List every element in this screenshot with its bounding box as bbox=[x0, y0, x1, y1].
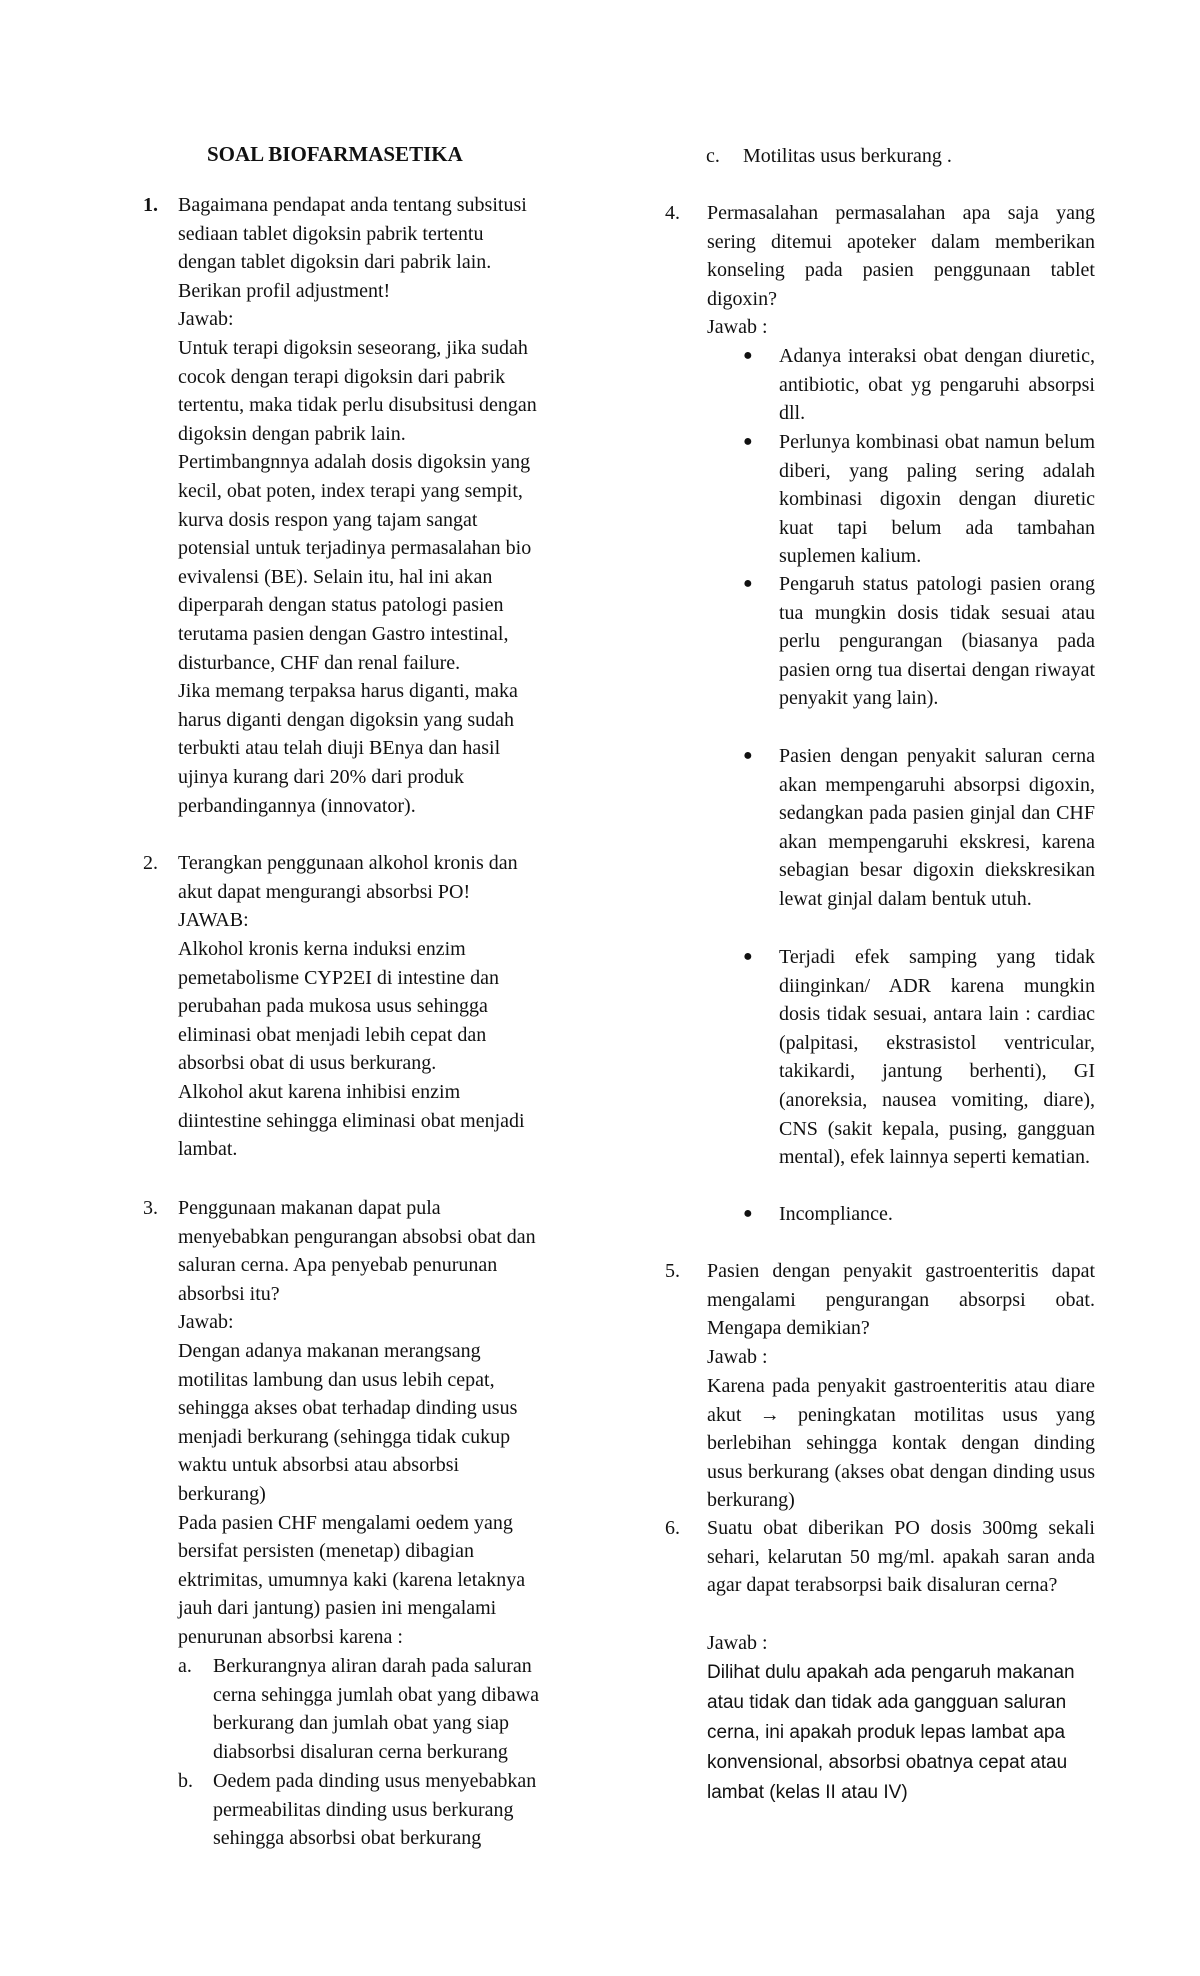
question-6-answer-label: Jawab : bbox=[707, 1632, 768, 1654]
bullet-1-dot: ● bbox=[743, 347, 753, 364]
question-3-item-c-marker: c. bbox=[706, 145, 720, 167]
question-2-answer-label: JAWAB: bbox=[178, 909, 249, 931]
question-2-number: 2. bbox=[143, 852, 158, 874]
question-2-answer: Alkohol kronis kerna induksi enzim pemetabolisme CYP2EI di intestine dan perubahan pada mukosa usus sehingga eliminasi obat menjadi lebih cepat dan absorbsi obat di usus berkurang. Alkohol akut karena inhibisi enzim diintestine sehingga eliminasi obat menjadi lambat. bbox=[178, 938, 525, 1161]
bullet-3-dot: ● bbox=[743, 575, 753, 592]
bullet-5-dot: ● bbox=[743, 948, 753, 965]
question-1-answer: Untuk terapi digoksin seseorang, jika sudah cocok dengan terapi digoksin dari pabrik tertentu, maka tidak perlu disubsitusi dengan digoksin dengan pabrik lain. Pertimbangnnya adalah dosis digoksin yang kecil, obat poten, index terapi yang sempit, kurva dosis respon yang tajam sangat potensial untuk terjadinya permasalahan bio evivalensi (BE). Selain itu, hal ini akan diperparah dengan status patologi pasien terutama pasien dengan Gastro intestinal, disturbance, CHF dan renal failure. Jika memang terpaksa harus diganti, maka harus diganti dengan digoksin yang sudah terbukti atau telah diuji BEnya dan hasil ujinya kurang dari 20% dari produk perbandingannya (innovator). bbox=[178, 337, 537, 817]
question-1-answer-label: Jawab: bbox=[178, 308, 234, 330]
question-4-answer-label: Jawab : bbox=[707, 316, 768, 338]
question-5-text: Pasien dengan penyakit gastroenteritis dapat mengalami pengurangan absorpsi obat. Mengapa demikian? bbox=[707, 1260, 1095, 1340]
question-3-answer-label: Jawab: bbox=[178, 1311, 234, 1333]
question-1-number: 1. bbox=[143, 194, 158, 216]
question-4-number: 4. bbox=[665, 202, 680, 224]
question-5-answer: Karena pada penyakit gastroenteritis atau diare akut → peningkatan motilitas usus yang berlebihan sehingga kontak dengan dinding usus berkurang (akses obat dengan dinding usus berkurang) bbox=[707, 1375, 1095, 1512]
question-4-text: Permasalahan permasalahan apa saja yang sering ditemui apoteker dalam memberikan konseling pada pasien penggunaan tablet digoxin? bbox=[707, 202, 1095, 310]
question-1-text: Bagaimana pendapat anda tentang subsitusi sediaan tablet digoksin pabrik tertentu dengan tablet digoksin dari pabrik lain. Berikan profil adjustment! bbox=[178, 194, 527, 302]
question-5-answer-label: Jawab : bbox=[707, 1346, 768, 1368]
bullet-4-dot: ● bbox=[743, 747, 753, 764]
question-6-number: 6. bbox=[665, 1517, 680, 1539]
question-6-answer: Dilihat dulu apakah ada pengaruh makanan atau tidak dan tidak ada gangguan saluran cerna, ini apakah produk lepas lambat apa konvensional, absorbsi obatnya cepat atau lambat (kelas II atau IV) bbox=[707, 1662, 1075, 1803]
bullet-2-dot: ● bbox=[743, 433, 753, 450]
question-3-number: 3. bbox=[143, 1197, 158, 1219]
question-4-bullet-2: Perlunya kombinasi obat namun belum diberi, yang paling sering adalah kombinasi digoxin dengan diuretic kuat tapi belum ada tambahan suplemen kalium. bbox=[779, 431, 1095, 568]
question-6-text: Suatu obat diberikan PO dosis 300mg sekali sehari, kelarutan 50 mg/ml. apakah saran anda agar dapat terabsorpsi baik disaluran cerna? bbox=[707, 1517, 1095, 1597]
question-3-item-b-marker: b. bbox=[178, 1770, 193, 1792]
question-3-text: Penggunaan makanan dapat pula menyebabkan pengurangan absobsi obat dan saluran cerna. Apa penyebab penurunan absorbsi itu? bbox=[178, 1197, 536, 1305]
question-3-item-a-marker: a. bbox=[178, 1655, 192, 1677]
question-3-item-a-text: Berkurangnya aliran darah pada saluran cerna sehingga jumlah obat yang dibawa berkurang dan jumlah obat yang siap diabsorbsi disaluran cerna berkurang bbox=[213, 1655, 539, 1763]
question-4-bullet-1: Adanya interaksi obat dengan diuretic, antibiotic, obat yg pengaruhi absorpsi dll. bbox=[779, 345, 1095, 425]
question-4-bullet-5: Terjadi efek samping yang tidak diinginkan/ ADR karena mungkin dosis tidak sesuai, antara lain : cardiac (palpitasi, ekstrasistol ventricular, takikardi, jantung berhenti), GI (anoreksia, nausea vomiting, diare), CNS (sakit kepala, pusing, gangguan mental), efek lainnya seperti kematian. bbox=[779, 946, 1095, 1169]
question-2-text: Terangkan penggunaan alkohol kronis dan akut dapat mengurangi absorbsi PO! bbox=[178, 852, 518, 903]
question-3-answer: Dengan adanya makanan merangsang motilitas lambung dan usus lebih cepat, sehingga akses obat terhadap dinding usus menjadi berkurang (sehingga tidak cukup waktu untuk absorbsi atau absorbsi berkurang) Pada pasien CHF mengalami oedem yang bersifat persisten (menetap) dibagian ektrimitas, umumnya kaki (karena letaknya jauh dari jantung) pasien ini mengalami penurunan absorbsi karena : bbox=[178, 1340, 526, 1648]
question-4-bullet-4: Pasien dengan penyakit saluran cerna akan mempengaruhi absorpsi digoxin, sedangkan pada pasien ginjal dan CHF akan mempengaruhi ekskresi, karena sebagian besar digoxin diekskresikan lewat ginjal dalam bentuk utuh. bbox=[779, 745, 1095, 910]
document-title: SOAL BIOFARMASETIKA bbox=[207, 142, 463, 166]
question-4-bullet-6: Incompliance. bbox=[779, 1203, 893, 1225]
question-3-item-c-text: Motilitas usus berkurang . bbox=[743, 145, 952, 167]
question-3-item-b-text: Oedem pada dinding usus menyebabkan permeabilitas dinding usus berkurang sehingga absorbsi obat berkurang bbox=[213, 1770, 537, 1850]
question-5-number: 5. bbox=[665, 1260, 680, 1282]
bullet-6-dot: ● bbox=[743, 1205, 753, 1222]
question-4-bullet-3: Pengaruh status patologi pasien orang tua mungkin dosis tidak sesuai atau perlu pengurangan (biasanya pada pasien orng tua disertai dengan riwayat penyakit yang lain). bbox=[779, 573, 1095, 710]
